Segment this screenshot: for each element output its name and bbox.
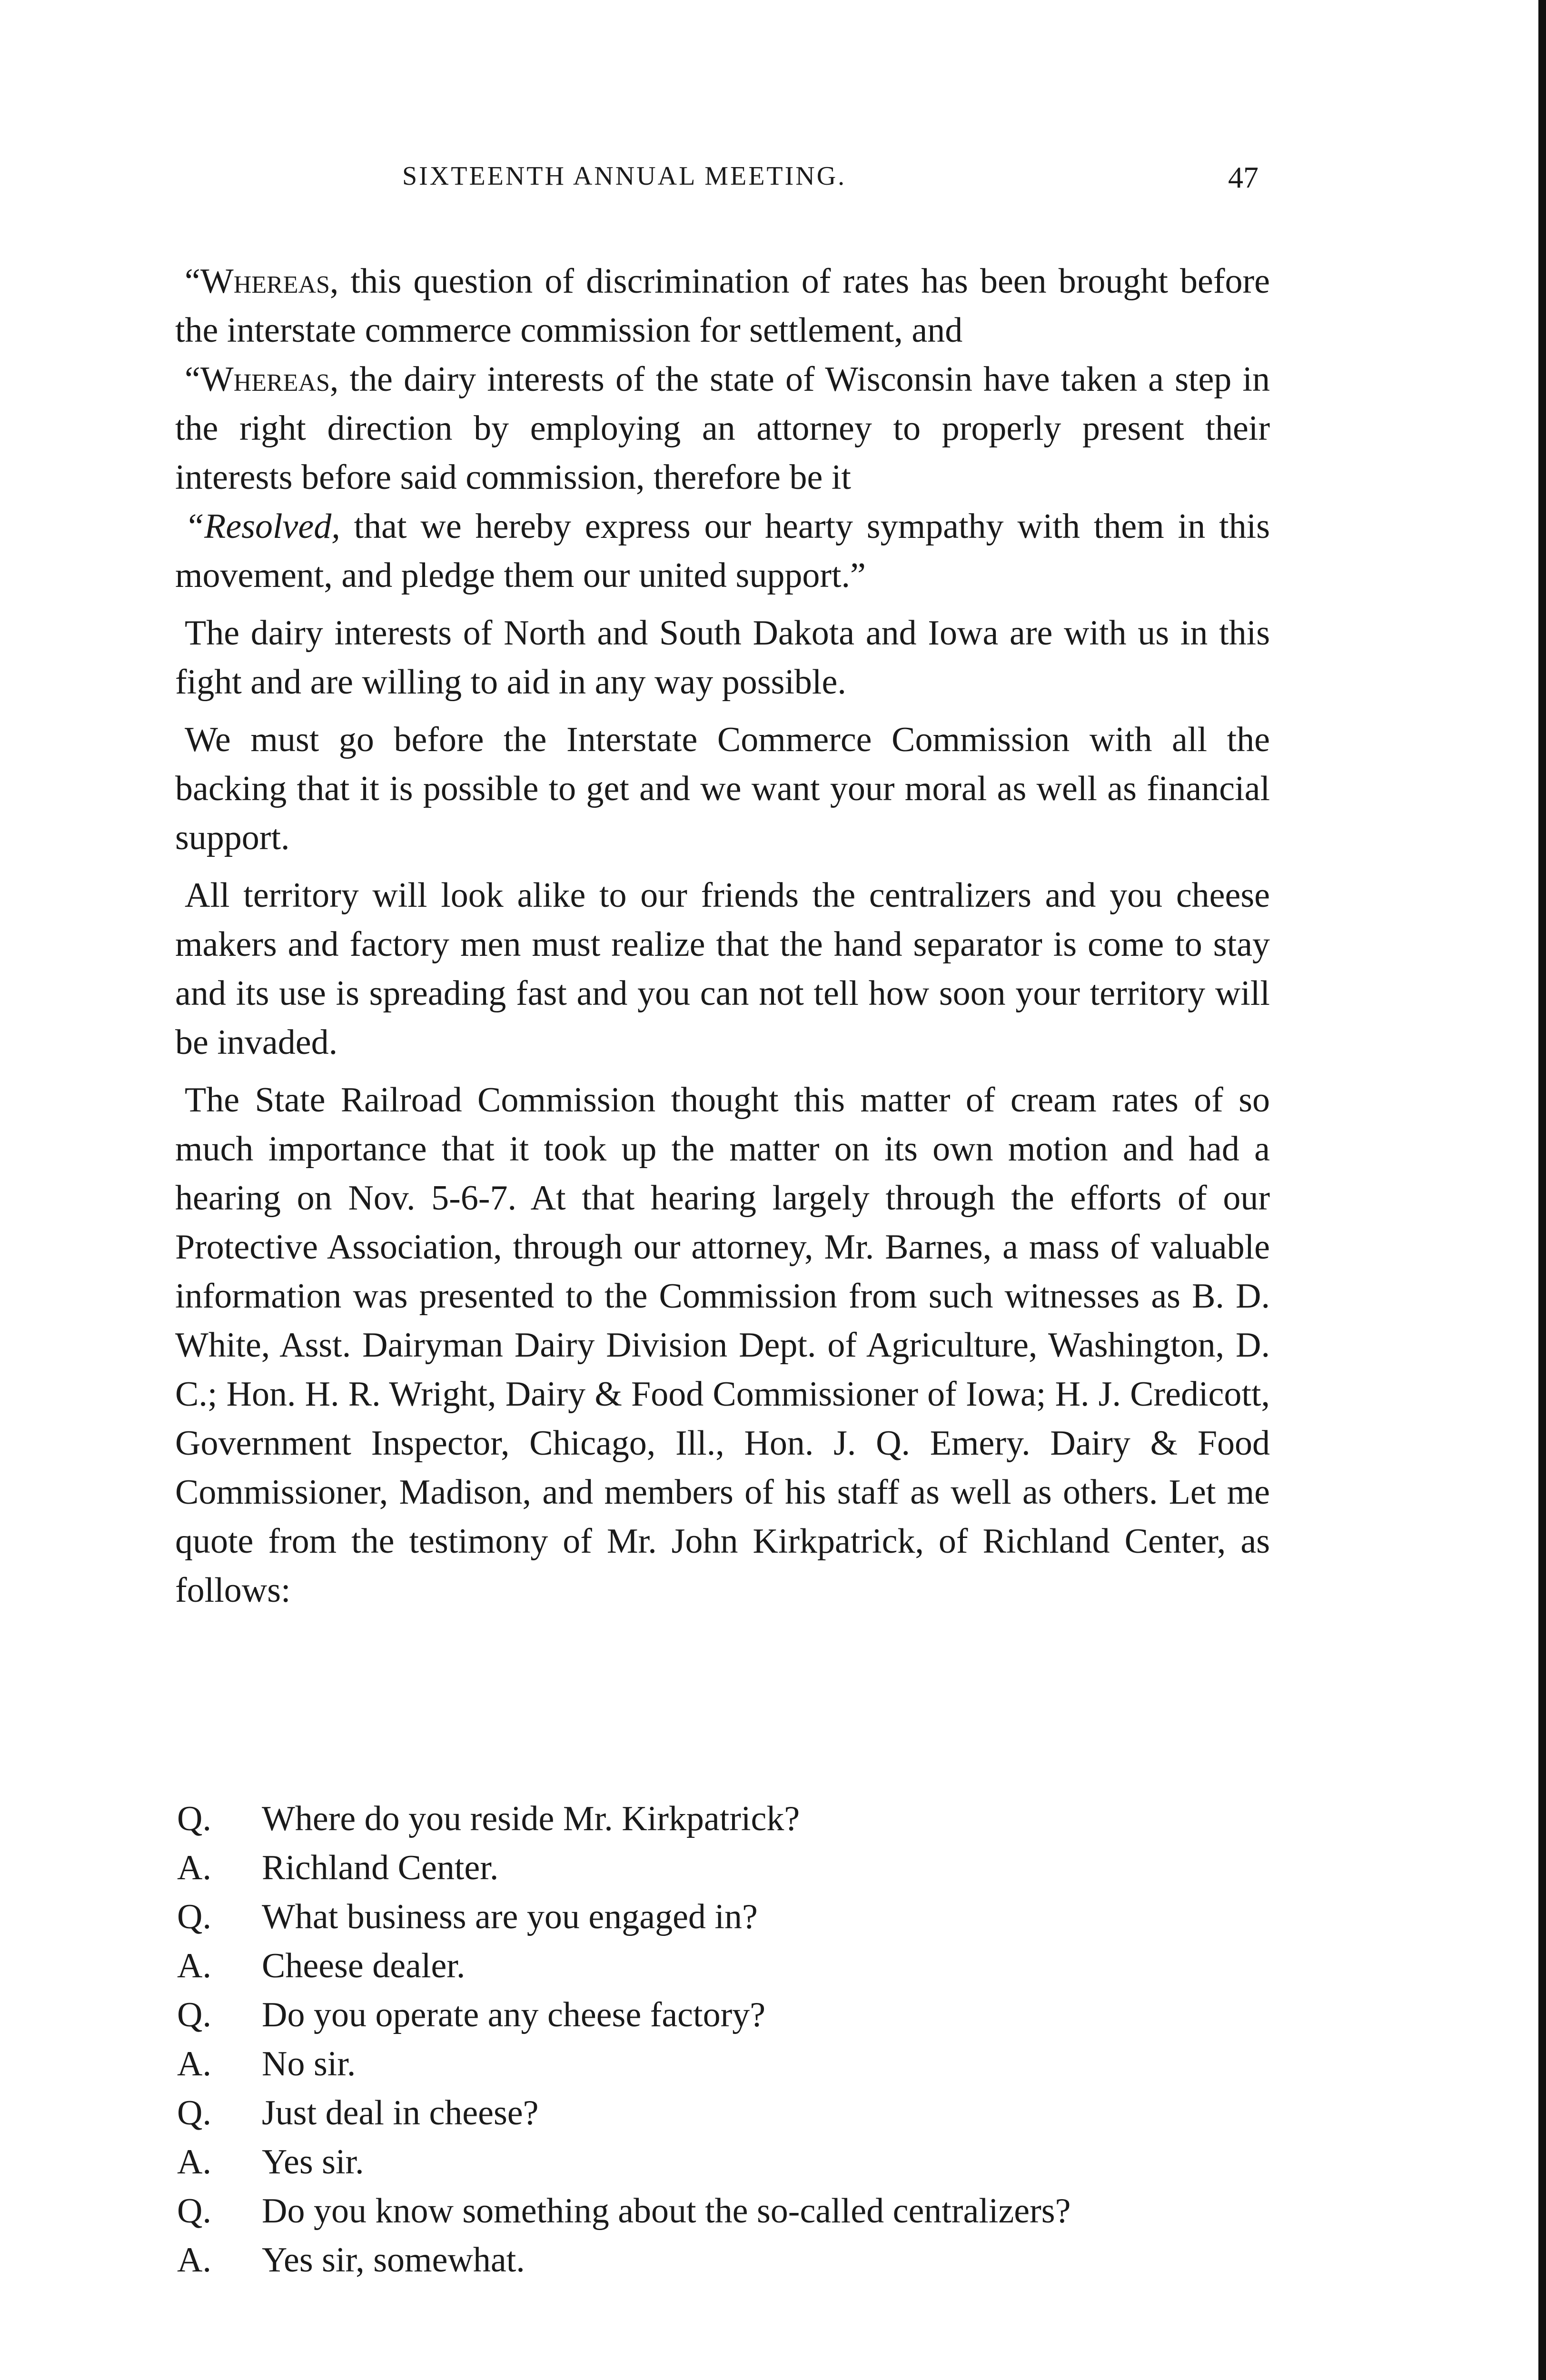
- paragraph: We must go before the Interstate Commerce Commission with all the backing that it is possible to get and we want your moral as well as financial support.: [175, 720, 1270, 857]
- testimony-text: Where do you reside Mr. Kirkpatrick?: [262, 1799, 800, 1838]
- paragraph-text: that we hereby express our hearty sympathy with them in this movement, and pledge them our united support.”: [175, 507, 1270, 595]
- testimony-text: Richland Center.: [262, 1848, 499, 1887]
- paragraph-text: the dairy interests of the state of Wisconsin have taken a step in the right direction by employing an attorney to properly present their interests before said commission, therefore be it: [175, 360, 1270, 497]
- testimony-text: Cheese dealer.: [262, 1946, 466, 1985]
- testimony-label: A.: [177, 1946, 211, 1985]
- paragraph-lead: “Whereas,: [185, 360, 339, 399]
- testimony-line: [177, 2040, 1272, 2089]
- paragraph-text: this question of discrimination of rates has been brought before the interstate commerce commission for settlement, and: [175, 262, 1270, 350]
- paragraph-lead: “Whereas,: [185, 262, 339, 301]
- running-head: SIXTEENTH ANNUAL MEETING.: [402, 161, 847, 191]
- testimony-line: [177, 1942, 1272, 1991]
- testimony-line: [177, 2187, 1272, 2236]
- testimony-label: A.: [177, 2142, 211, 2182]
- page-number: 47: [1228, 160, 1259, 194]
- testimony-label: A.: [177, 2044, 211, 2083]
- paragraph-lead: “Resolved,: [185, 507, 340, 546]
- testimony-text: Just deal in cheese?: [262, 2093, 539, 2132]
- testimony-label: Q.: [177, 1995, 211, 2034]
- paragraph: [175, 257, 1270, 355]
- paragraph: [175, 355, 1270, 502]
- testimony-list: [177, 1795, 1272, 2285]
- testimony-label: Q.: [177, 1799, 211, 1838]
- paragraph: The State Railroad Commission thought this matter of cream rates of so much importance that it took up the matter on its own motion and had a hearing on Nov. 5-6-7. At that hearing largely through the efforts of our Protective Association, through our attorney, Mr. Barnes, a mass of valuable information was presented to the Commission from such witnesses as B. D. White, Asst. Dairyman Dairy Division Dept. of Agriculture, Washington, D. C.; Hon. H. R. Wright, Dairy & Food Commissioner of Iowa; H. J. Credicott, Government Inspector, Chicago, Ill., Hon. J. Q. Emery. Dairy & Food Commissioner, Madison, and members of his staff as well as others. Let me quote from the testimony of Mr. John Kirkpatrick, of Richland Center, as follows:: [175, 1081, 1270, 1610]
- testimony-line: [177, 1991, 1272, 2040]
- testimony-label: A.: [177, 1848, 211, 1887]
- testimony-line: [177, 2138, 1272, 2187]
- testimony-text: Do you know something about the so-called centralizers?: [262, 2192, 1071, 2231]
- testimony-line: [177, 2236, 1272, 2285]
- testimony-text: Yes sir, somewhat.: [262, 2241, 525, 2280]
- testimony-line: [177, 1844, 1272, 1893]
- testimony-line: [177, 1795, 1272, 1844]
- testimony-line: [177, 2089, 1272, 2138]
- testimony-text: What business are you engaged in?: [262, 1897, 758, 1936]
- testimony-line: [177, 1893, 1272, 1942]
- testimony-label: Q.: [177, 2192, 211, 2231]
- testimony-label: A.: [177, 2241, 211, 2280]
- paragraph: All territory will look alike to our friends the centralizers and you cheese makers and factory men must realize that the hand separator is come to stay and its use is spreading fast and you can not tell how soon your territory will be invaded.: [175, 876, 1270, 1062]
- testimony-text: No sir.: [262, 2044, 356, 2083]
- testimony-label: Q.: [177, 1897, 211, 1936]
- testimony-text: Yes sir.: [262, 2142, 364, 2182]
- scan-border-right: [1538, 0, 1546, 2380]
- paragraph: [175, 502, 1270, 600]
- paragraph: The dairy interests of North and South Dakota and Iowa are with us in this fight and are willing to aid in any way possible.: [175, 614, 1270, 702]
- testimony-label: Q.: [177, 2093, 211, 2132]
- body-text: [175, 257, 1270, 1615]
- testimony-text: Do you operate any cheese factory?: [262, 1995, 766, 2034]
